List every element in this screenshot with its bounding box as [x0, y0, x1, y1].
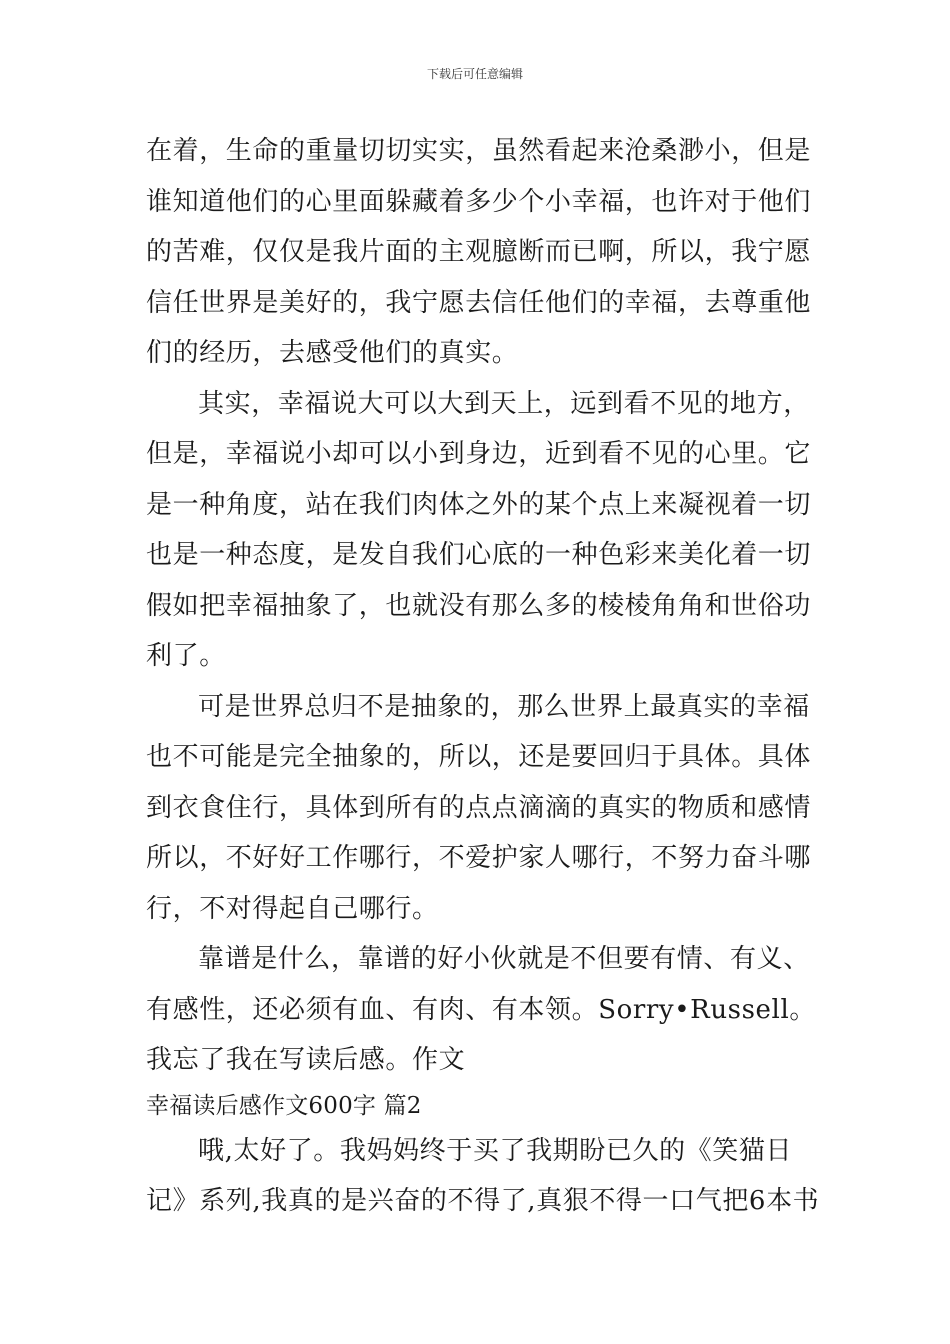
text-line: 我忘了我在写读后感。作文 — [146, 1045, 466, 1075]
text-line: 在着，生命的重量切切实实，虽然看起来沧桑渺小，但是 — [146, 136, 812, 166]
page-header: 下载后可任意编辑 — [426, 67, 523, 81]
text-line: 的苦难，仅仅是我片面的主观臆断而已啊，所以，我宁愿 — [146, 237, 812, 267]
text-line: 行，不对得起自己哪行。 — [146, 893, 439, 924]
text-line: 可是世界总归不是抽象的，那么世界上最真实的幸福 — [198, 691, 810, 722]
text-line: 靠谱是什么，靠谱的好小伙就是不但要有情、有义、 — [198, 944, 810, 974]
text-line: 谁知道他们的心里面躲藏着多少个小幸福，也许对于他们 — [146, 186, 812, 217]
text-line: 也不可能是完全抽象的，所以，还是要回归于具体。具体 — [146, 742, 812, 772]
text-line: 们的经历，去感受他们的真实。 — [146, 338, 519, 368]
text-line: 到衣食住行，具体到所有的点点滴滴的真实的物质和感情 — [146, 792, 812, 823]
text-line: 但是，幸福说小却可以小到身边，近到看不见的心里。它 — [146, 439, 812, 469]
paragraph-2 — [146, 379, 812, 682]
text-line: 也是一种态度，是发自我们心底的一种色彩来美化着一切 — [146, 540, 812, 570]
text-line: 有感性，还必须有血、有肉、有本领。Sorry•Russell。 — [146, 994, 816, 1025]
text-line: 所以，不好好工作哪行，不爱护家人哪行，不努力奋斗哪 — [146, 843, 812, 873]
text-line: 哦,太好了。我妈妈终于买了我期盼已久的《笑猫日 — [198, 1135, 793, 1166]
text-line: 信任世界是美好的，我宁愿去信任他们的幸福，去尊重他 — [146, 287, 812, 318]
text-line: 利了。 — [146, 641, 226, 671]
paragraph-1 — [146, 126, 812, 379]
text-line: 其实，幸福说大可以大到天上，远到看不见的地方， — [198, 388, 810, 419]
section-heading: 幸福读后感作文600字 篇2 — [146, 1092, 422, 1119]
paragraph-4 — [146, 934, 816, 1086]
document-body — [146, 126, 820, 1227]
paragraph-5 — [146, 1126, 820, 1227]
text-line: 记》系列,我真的是兴奋的不得了,真狠不得一口气把6本书 — [146, 1186, 820, 1216]
text-line: 是一种角度，站在我们肉体之外的某个点上来凝视着一切 — [146, 489, 812, 520]
text-line: 假如把幸福抽象了，也就没有那么多的棱棱角角和世俗功 — [146, 590, 812, 621]
paragraph-3 — [146, 682, 812, 935]
